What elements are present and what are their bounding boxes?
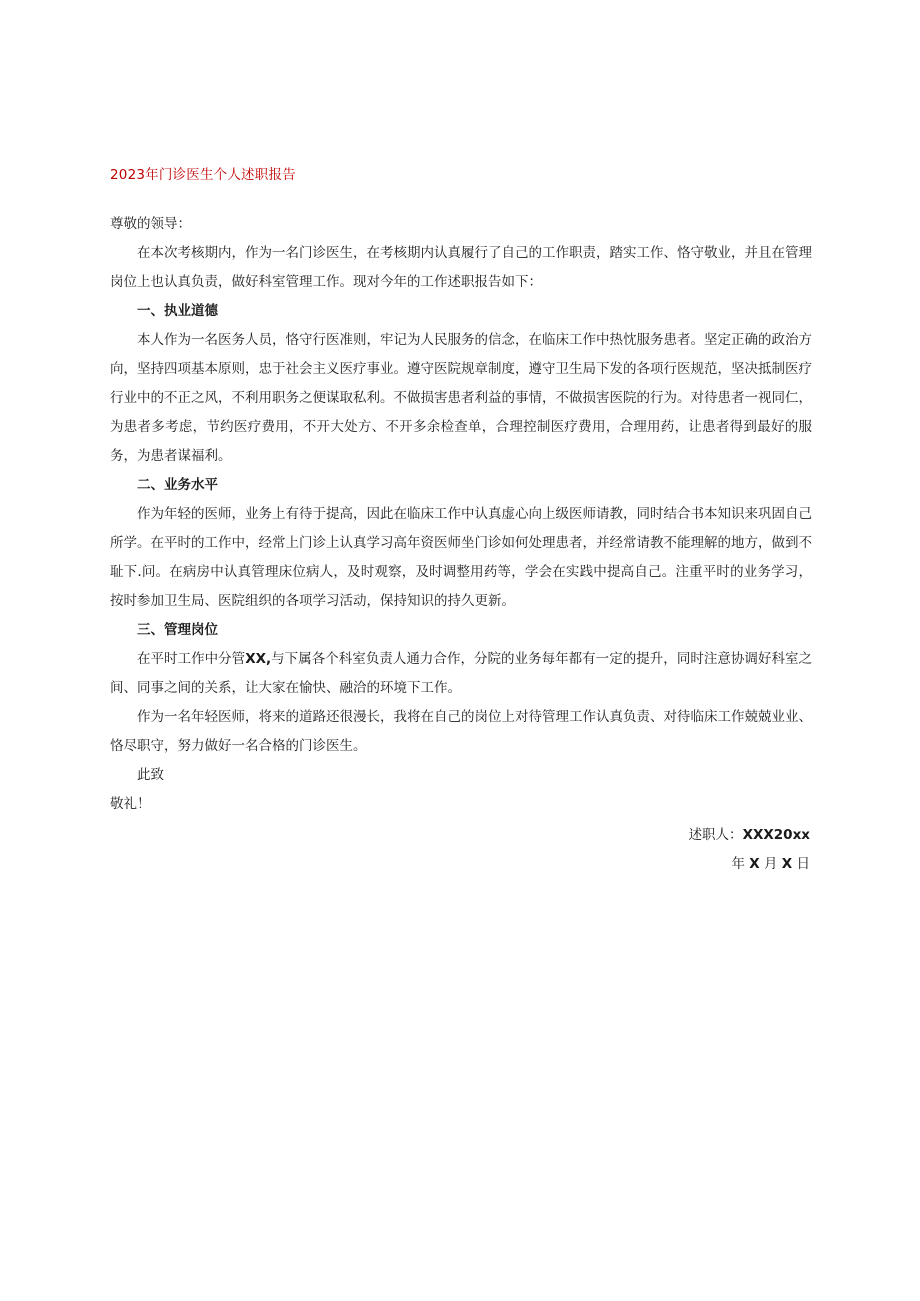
salutation: 尊敬的领导： [110, 216, 191, 232]
closing-line-1: 此致 [137, 767, 164, 783]
closing-paragraph: 作为一名年轻医师，将来的道路还很漫长，我将在自己的岗位上对待管理工作认真负责、对待临床工作兢兢业业、恪尽职守，努力做好一名合格的门诊医生。 [110, 709, 812, 754]
document-body [110, 210, 812, 879]
section-body-ethics: 本人作为一名医务人员，恪守行医准则，牢记为人民服务的信念，在临床工作中热忱服务患者。坚定正确的政治方向，坚持四项基本原则，忠于社会主义医疗事业。遵守医院规章制度，遵守卫生局下发的各项行医规范，坚决抵制医疗行业中的不正之风，不利用职务之便谋取私利。不做损害患者利益的事情，不做损害医院的行为。对待患者一视同仁，为患者多考虑，节约医疗费用，不开大处方、不开多余检查单，合理控制医疗费用，合理用药，让患者得到最好的服务，为患者谋福利。 [110, 332, 812, 464]
section-heading-skills: 二、业务水平 [137, 477, 218, 493]
date-day-value: X [781, 856, 793, 872]
date-year-label: 年 [731, 856, 745, 872]
section-body-management [110, 645, 812, 703]
management-text-suffix: 与下属各个科室负责人通力合作，分院的业务每年都有一定的提升，同时注意协调好科室之间、同事之间的关系，让大家在愉快、融洽的环境下工作。 [110, 651, 813, 696]
date-day-label: 日 [796, 856, 810, 872]
closing-line-2: 敬礼！ [110, 796, 151, 812]
date-month-label: 月 [763, 856, 778, 872]
management-text-prefix: 在平时工作中分管 [137, 651, 246, 667]
date-line [110, 850, 812, 879]
signature-label: 述职人： [688, 827, 743, 843]
section-heading-management: 三、管理岗位 [137, 622, 218, 638]
date-month-value: X [749, 856, 760, 872]
section-heading-ethics: 一、执业道德 [137, 303, 218, 319]
document-title: 2023年门诊医生个人述职报告 [110, 167, 296, 183]
section-body-skills: 作为年轻的医师，业务上有待于提高，因此在临床工作中认真虚心向上级医师请教，同时结合书本知识来巩固自己所学。在平时的工作中，经常上门诊上认真学习高年资医师坐门诊如何处理患者，并经常请教不能理解的地方，做到不耻下.问。在病房中认真管理床位病人，及时观察，及时调整用药等，学会在实践中提高自己。注重平时的业务学习，按时参加卫生局、医院组织的各项学习活动，保持知识的持久更新。 [110, 506, 812, 609]
signature-line [110, 821, 812, 850]
intro-paragraph: 在本次考核期内，作为一名门诊医生，在考核期内认真履行了自己的工作职责，踏实工作、恪守敬业，并且在管理岗位上也认真负责，做好科室管理工作。现对今年的工作述职报告如下： [110, 245, 812, 290]
signature-value: XXX20xx [742, 827, 810, 843]
management-text-bold: XX, [245, 651, 272, 667]
